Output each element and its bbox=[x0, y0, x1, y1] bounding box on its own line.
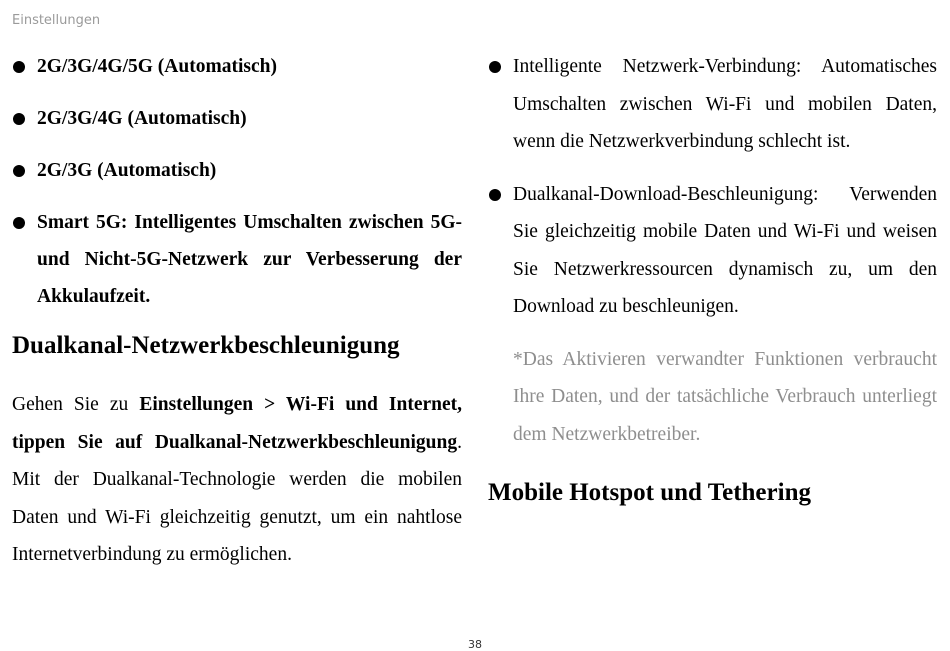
page-header-title: Einstellungen bbox=[12, 13, 101, 28]
menu-item-text: tippen Sie auf Dualkanal-Netzwerkbeschleunigung bbox=[12, 431, 458, 453]
network-mode-list bbox=[12, 48, 462, 315]
network-mode-item: 2G/3G/4G/5G (Automatisch) bbox=[12, 48, 462, 85]
network-mode-item: 2G/3G/4G (Automatisch) bbox=[12, 100, 462, 137]
network-mode-item: 2G/3G (Automatisch) bbox=[12, 152, 462, 189]
section-title-dualkanal: Dualkanal-Netzwerkbeschleunigung bbox=[12, 332, 400, 359]
feature-item: Intelligente Netzwerk-Verbindung: Automatisches Umschalten zwischen Wi-Fi und mobilen Daten, wenn die Netzwerkverbindung schlecht ist. bbox=[488, 48, 937, 161]
right-column bbox=[488, 48, 937, 509]
dualkanal-paragraph bbox=[12, 386, 462, 574]
page-number: 38 bbox=[468, 638, 482, 651]
network-mode-item: Smart 5G: Intelligentes Umschalten zwischen 5G- und Nicht-5G-Netzwerk zur Verbesserung der Akkulaufzeit. bbox=[12, 204, 462, 315]
left-column bbox=[12, 48, 462, 574]
feature-item: Dualkanal-Download-Beschleunigung: Verwenden Sie gleichzeitig mobile Daten und Wi-Fi und weisen Sie Netzwerkressourcen dynamisch zu, um den Download zu beschleunigen. bbox=[488, 176, 937, 326]
paragraph-text: Gehen Sie zu bbox=[12, 394, 140, 415]
section-title-hotspot: Mobile Hotspot und Tethering bbox=[488, 479, 811, 506]
feature-list bbox=[488, 48, 937, 326]
settings-path-text: Einstellungen > Wi-Fi und Internet, bbox=[139, 394, 462, 415]
paragraph-text: . Mit der Dualkanal-Technologie werden die mobilen Daten und Wi-Fi gleichzeitig genutzt, um ein nahtlose Internetverbindung zu ermöglichen. bbox=[12, 431, 462, 565]
data-usage-note: *Das Aktivieren verwandter Funktionen verbraucht Ihre Daten, und der tatsächliche Verbrauch unterliegt dem Netzwerkbetreiber. bbox=[513, 348, 937, 445]
